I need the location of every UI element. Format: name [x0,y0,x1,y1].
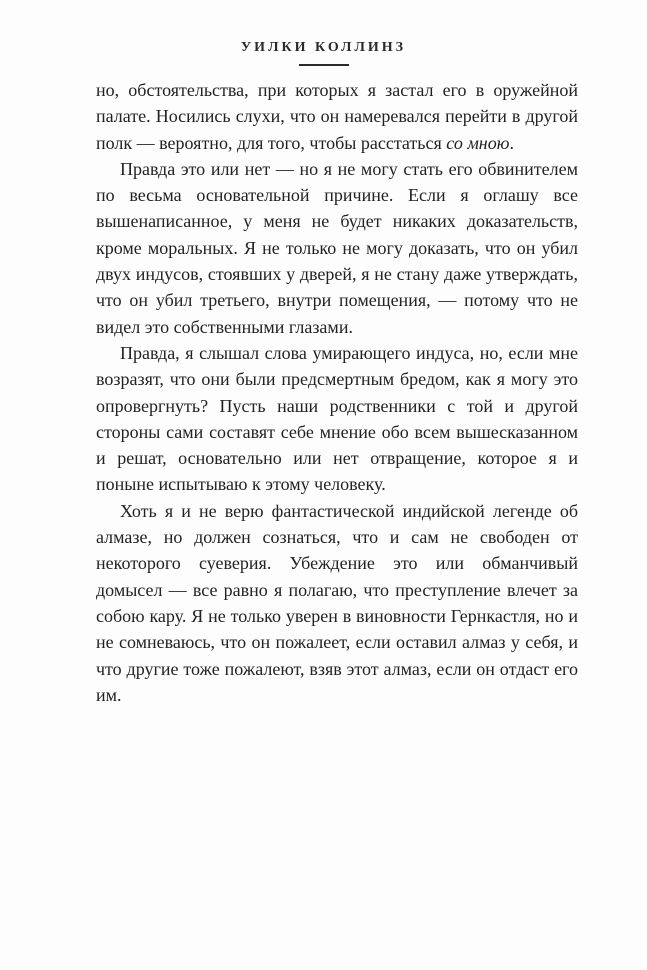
paragraph-2: Правда это или нет — но я не могу стать его обвинителем по весьма основательной причине. Если я оглашу все вышенаписанное, у меня не будет никаких доказательств, кроме моральных. Я не только не могу доказать, что он убил двух индусов, стоявших у дверей, я не стану даже утверждать, что он убил третьего, внутри помещения, — потому что не видел это собственными глазами. [96,158,578,337]
running-head-author: УИЛКИ КОЛЛИНЗ [240,40,407,55]
body-text [96,77,578,708]
paragraph-1-emphasis: со мною [446,132,510,153]
paragraph-4: Хоть я и не верю фантастической индийской легенде об алмазе, но должен сознаться, что и сам не свободен от некоторого суеверия. Убеждение это или обманчивый домысел — все равно я полагаю, что преступление влечет за собою кару. Я не только уверен в виновности Гернкастля, но и не сомневаюсь, что он пожалеет, если оставил алмаз у себя, и что другие тоже пожалеют, взяв этот алмаз, если он отдаст его им. [96,500,578,705]
paragraph-1 [96,77,578,156]
paragraph-3: Правда, я слышал слова умирающего индуса, но, если мне возразят, что они были предсмертным бредом, как я могу это опровергнуть? Пусть наши родственники с той и другой стороны сами составят себе мнение обо всем вышесказанном и решат, основательно или нет отвращение, которое я и поныне испытываю к этому человеку. [96,342,578,495]
paragraph-1-text: но, обстоятельства, при которых я застал его в оружейной палате. Носились слухи, что он намеревался перейти в другой полк — вероятно, для того, чтобы расстаться [96,80,578,153]
paragraph-1-end: . [509,132,514,153]
header-rule [299,64,349,66]
